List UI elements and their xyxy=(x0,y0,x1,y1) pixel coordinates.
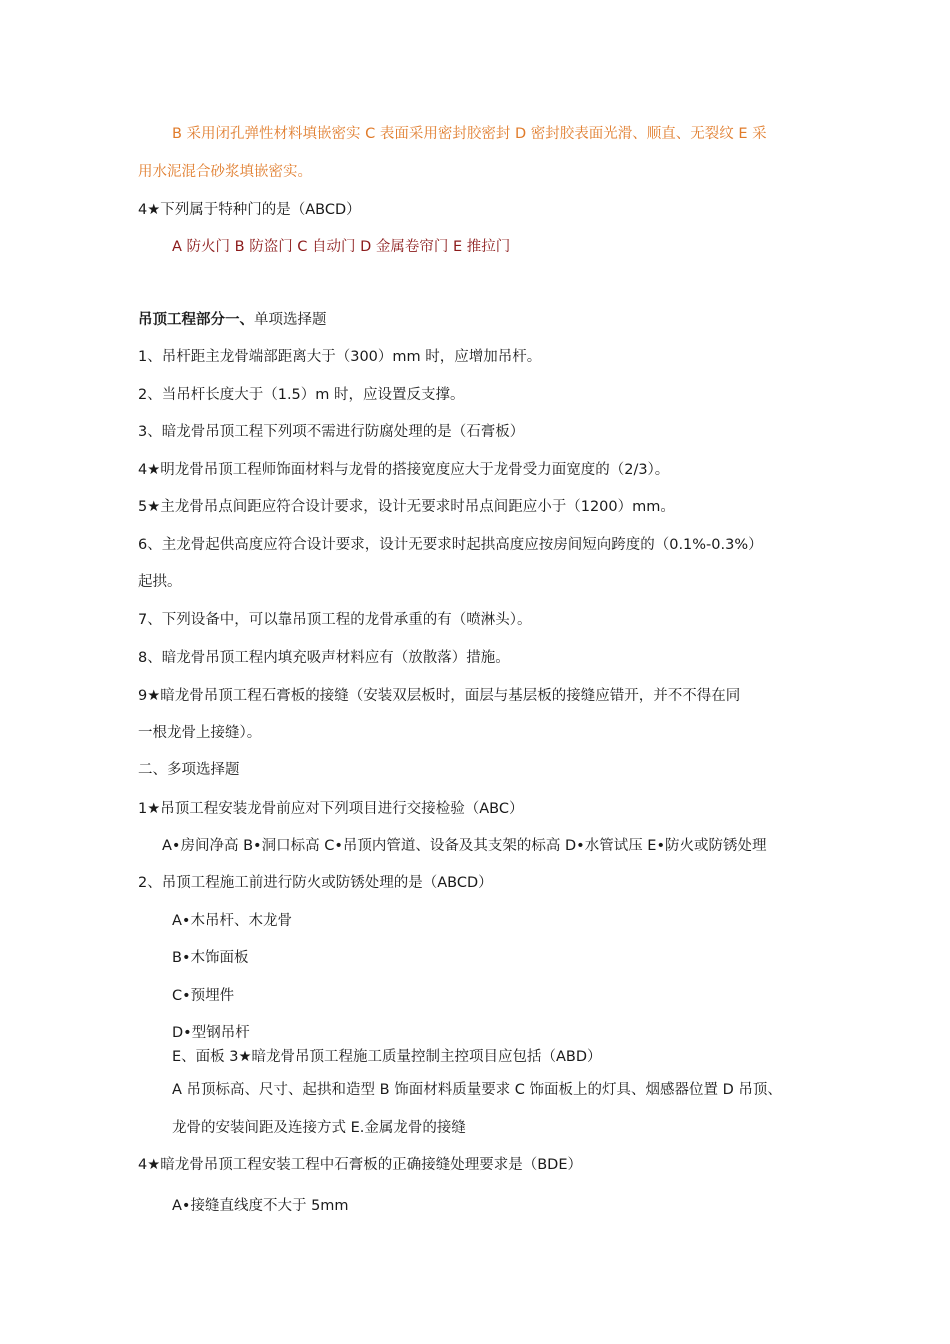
answer-options: A 防火门 B 防盗门 C 自动门 D 金属卷帘门 E 推拉门 xyxy=(172,239,511,255)
question-line: E、面板 3★暗龙骨吊顶工程施工质量控制主控项目应包括（ABD） xyxy=(172,1049,602,1065)
question-line: 1★吊顶工程安装龙骨前应对下列项目进行交接检验（ABC） xyxy=(138,801,524,817)
answer-options: 龙骨的安装间距及连接方式 E.金属龙骨的接缝 xyxy=(172,1120,466,1136)
answer-option: C•预埋件 xyxy=(172,988,235,1004)
question-line: 2、吊顶工程施工前进行防火或防锈处理的是（ABCD） xyxy=(138,875,493,891)
text-line: B 采用闭孔弹性材料填嵌密实 C 表面采用密封胶密封 D 密封胶表面光滑、顺直、无裂纹 E 采 xyxy=(172,126,767,142)
question-line: 4★明龙骨吊顶工程师饰面材料与龙骨的搭接宽度应大于龙骨受力面宽度的（2/3）。 xyxy=(138,462,670,478)
answer-option: B•木饰面板 xyxy=(172,950,249,966)
question-line: 9★暗龙骨吊顶工程石膏板的接缝（安装双层板时，面层与基层板的接缝应错开，并不不得在同 xyxy=(138,688,741,704)
question-line: 8、暗龙骨吊顶工程内填充吸声材料应有（放散落）措施。 xyxy=(138,650,510,666)
question-line: 7、下列设备中，可以靠吊顶工程的龙骨承重的有（喷淋头）。 xyxy=(138,612,532,628)
question-line: 一根龙骨上接缝）。 xyxy=(138,725,262,741)
question-line: 2、当吊杆长度大于（1.5）m 时，应设置反支撑。 xyxy=(138,387,465,403)
section-heading-rest: 单项选择题 xyxy=(254,312,327,328)
question-line: 6、主龙骨起供高度应符合设计要求，设计无要求时起拱高度应按房间短向跨度的（0.1%-0.3%） xyxy=(138,537,763,553)
section-heading-bold: 吊顶工程部分一、 xyxy=(138,312,254,328)
question-line: 5★主龙骨吊点间距应符合设计要求，设计无要求时吊点间距应小于（1200）mm。 xyxy=(138,499,675,515)
answer-option: A•木吊杆、木龙骨 xyxy=(172,913,292,929)
text-line: 用水泥混合砂浆填嵌密实。 xyxy=(138,164,312,180)
section-heading: 二、多项选择题 xyxy=(138,762,240,778)
question-line: 1、吊杆距主龙骨端部距离大于（300）mm 时，应增加吊杆。 xyxy=(138,349,542,365)
answer-options: A 吊顶标高、尺寸、起拱和造型 B 饰面材料质量要求 C 饰面板上的灯具、烟感器位置 D 吊顶、 xyxy=(172,1082,782,1098)
answer-option: A•接缝直线度不大于 5mm xyxy=(172,1198,349,1214)
question-line: 起拱。 xyxy=(138,574,182,590)
answer-option: D•型钢吊杆 xyxy=(172,1025,250,1041)
question-line: 4★暗龙骨吊顶工程安装工程中石膏板的正确接缝处理要求是（BDE） xyxy=(138,1157,582,1173)
answer-options: A•房间净高 B•洞口标高 C•吊顶内管道、设备及其支架的标高 D•水管试压 E•防火或防锈处理 xyxy=(162,838,767,854)
section-heading xyxy=(138,310,327,330)
question-line: 4★下列属于特种门的是（ABCD） xyxy=(138,202,361,218)
question-line: 3、暗龙骨吊顶工程下列项不需进行防腐处理的是（石膏板） xyxy=(138,424,525,440)
